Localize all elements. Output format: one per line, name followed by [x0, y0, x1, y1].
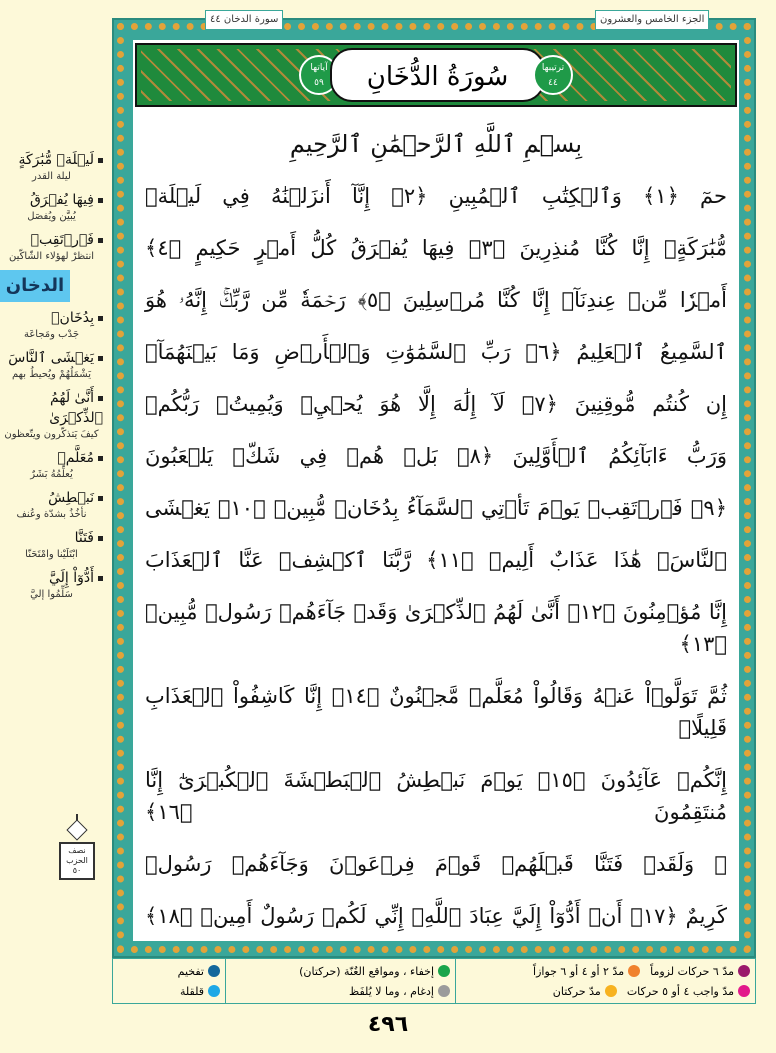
glossary-meaning: كيفَ يَتذكّرون ويتّعظون	[4, 429, 99, 440]
glossary-item	[0, 568, 106, 602]
hizb-marker-label: نصف الحزب ٥٠	[59, 842, 95, 880]
verse-line: ٱلنَّاسَۖ هَٰذَا عَذَابٌ أَلِيمٞ ﴿١١﴾ رَّبَّنَا ٱكۡشِفۡ عَنَّا ٱلۡعَذَابَ	[145, 548, 727, 572]
glossary-word: يَغۡشَى ٱلنَّاسَ	[0, 348, 103, 368]
surah-tab: سورة الدخان ٤٤	[205, 10, 283, 30]
glossary-word: بِدُخَانٖ	[0, 308, 103, 328]
bullet-icon	[98, 356, 103, 361]
verse-line: مُّبَٰرَكَةٍۚ إِنَّا كُنَّا مُنذِرِينَ ﴿٣﴾ فِيهَا يُفۡرَقُ كُلُّ أَمۡرٍ حَكِيمٍ ﴿٤﴾	[145, 236, 727, 260]
color-dot-icon	[738, 965, 750, 977]
glossary-item	[0, 150, 106, 184]
glossary-item	[0, 348, 106, 382]
color-dot-icon	[208, 985, 220, 997]
legend-item: تفخيم	[118, 965, 220, 978]
bullet-icon	[98, 496, 103, 501]
glossary-item	[0, 488, 106, 522]
glossary-meaning: يَشْمَلُهُمْ ويُحيطُ بهم	[11, 369, 92, 380]
glossary-word: لَيۡلَةٖ مُّبَٰرَكَةٍ	[0, 150, 103, 170]
color-dot-icon	[605, 985, 617, 997]
color-dot-icon	[438, 965, 450, 977]
hizb-ornament-icon	[62, 814, 92, 842]
color-dot-icon	[738, 985, 750, 997]
surah-name-tab[interactable]: الدخان	[0, 270, 70, 302]
surah-header	[135, 43, 737, 107]
color-dot-icon	[438, 985, 450, 997]
glossary-meaning: يُبيَّن ويُفصَل	[27, 211, 76, 222]
legend-item: مدّ واجب ٤ أو ٥ حركات	[627, 985, 750, 998]
glossary-word: أَدُّوٓاْ إِلَيَّ	[0, 568, 103, 588]
tajweed-legend	[112, 958, 756, 1004]
bullet-icon	[98, 316, 103, 321]
glossary-meaning: سَلِّمُوا إليَّ	[30, 589, 73, 600]
bullet-icon	[98, 576, 103, 581]
glossary-meaning: ابْتَلَيْنا وامْتَحَنّا	[25, 549, 78, 560]
verse-lines	[145, 180, 727, 932]
verses-count-medal: آياتها ٥٩	[299, 55, 339, 95]
verse-line: إِن كُنتُم مُّوقِنِينَ ﴿٧﴾ لَآ إِلَٰهَ إِلَّا هُوَ يُحۡيِۦ وَيُمِيتُۖ رَبُّكُمۡ	[145, 392, 727, 416]
verse-line: ٱلسَّمِيعُ ٱلۡعَلِيمُ ﴿٦﴾ رَبِّ ٱلسَّمَٰوَٰتِ وَٱلۡأَرۡضِ وَمَا بَيۡنَهُمَآۖ	[145, 340, 727, 364]
hizb-marker	[58, 814, 96, 880]
verse-line: ثُمَّ تَوَلَّوۡاْ عَنۡهُ وَقَالُواْ مُعَلَّمٞ مَّجۡنُونٌ ﴿١٤﴾ إِنَّا كَاشِفُواْ ٱلۡعَذَابِ قَلِيلًاۚ	[145, 684, 727, 740]
glossary-item	[0, 528, 106, 562]
legend-item: إدغام ، وما لا يُلفَظ	[231, 985, 450, 998]
bullet-icon	[98, 536, 103, 541]
bullet-icon	[98, 158, 103, 163]
bullet-icon	[98, 456, 103, 461]
color-dot-icon	[628, 965, 640, 977]
verse-line: ۞ وَلَقَدۡ فَتَنَّا قَبۡلَهُمۡ قَوۡمَ فِرۡعَوۡنَ وَجَآءَهُمۡ رَسُولٞ	[145, 852, 727, 876]
glossary-item	[0, 388, 106, 442]
legend-item: إخفاء ، ومواقع الغُنّة (حركتان)	[231, 965, 450, 978]
legend-item: مدّ حركتان	[553, 985, 617, 998]
glossary-sidebar	[0, 150, 106, 880]
bullet-icon	[98, 238, 103, 243]
color-dot-icon	[208, 965, 220, 977]
legend-item: مدّ ٦ حركات لزوماً	[650, 965, 750, 978]
surah-title: سُورَةُ الدُّخَانِ	[330, 48, 545, 102]
glossary-meaning: جَدْب ومَجاعَة	[23, 329, 80, 340]
glossary-word: نَبۡطِشُ	[0, 488, 103, 508]
bismillah: بِسۡمِ ٱللَّهِ ٱلرَّحۡمَٰنِ ٱلرَّحِيمِ	[289, 130, 583, 158]
glossary-meaning: يُعلِّمُهُ بَشَرٌ	[30, 469, 73, 480]
glossary-meaning: ليلة القدر	[32, 171, 71, 182]
page-number: ٤٩٦	[367, 1012, 409, 1037]
glossary-word: فَٱرۡتَقِبۡ	[0, 230, 103, 250]
glossary-meaning: انتظرْ لهؤلاء الشّاكّين	[8, 251, 95, 262]
verse-line: إِنَّكُمۡ عَآئِدُونَ ﴿١٥﴾ يَوۡمَ نَبۡطِشُ ٱلۡبَطۡشَةَ ٱلۡكُبۡرَىٰٓ إِنَّا مُنتَقِمُونَ ﴿١٦﴾	[145, 768, 728, 824]
verse-line: ﴿٩﴾ فَٱرۡتَقِبۡ يَوۡمَ تَأۡتِي ٱلسَّمَآءُ بِدُخَانٖ مُّبِينٖ ﴿١٠﴾ يَغۡشَى	[145, 496, 727, 520]
glossary-item	[0, 230, 106, 264]
glossary-word: فِيهَا يُفۡرَقُ	[0, 190, 103, 210]
verse-line: كَرِيمٌ ﴿١٧﴾ أَنۡ أَدُّوٓاْ إِلَيَّ عِبَادَ ٱللَّهِۖ إِنِّي لَكُمۡ رَسُولٌ أَمِينٞ ﴿١٨﴾	[145, 904, 727, 928]
verse-line: إِنَّا مُؤۡمِنُونَ ﴿١٢﴾ أَنَّىٰ لَهُمُ ٱلذِّكۡرَىٰ وَقَدۡ جَآءَهُمۡ رَسُولٞ مُّبِينٞ ﴿١٣﴾	[145, 600, 727, 656]
verse-line: وَرَبُّ ءَابَآئِكُمُ ٱلۡأَوَّلِينَ ﴿٨﴾ بَلۡ هُمۡ فِي شَكّٖ يَلۡعَبُونَ	[145, 444, 727, 468]
glossary-item	[0, 448, 106, 482]
glossary-word: أَنَّىٰ لَهُمُ ٱلذِّكۡرَىٰ	[49, 390, 103, 426]
surah-order-medal: ترتيبها ٤٤	[533, 55, 573, 95]
verse-line: أَمۡرٗا مِّنۡ عِندِنَآۚ إِنَّا كُنَّا مُرۡسِلِينَ ﴿٥﴾ رَحۡمَةٗ مِّن رَّبِّكَۚ إِنَّهُۥ هُوَ	[145, 288, 727, 312]
bullet-icon	[98, 198, 103, 203]
juz-tab: الجزء الخامس والعشرون	[595, 10, 709, 30]
legend-item: قلقلة	[118, 985, 220, 998]
bullet-icon	[98, 396, 103, 401]
glossary-meaning: نأخُذُ بشدّة وعُنف	[16, 509, 87, 520]
glossary-item	[0, 190, 106, 224]
verse-line: حمٓ ﴿١﴾ وَٱلۡكِتَٰبِ ٱلۡمُبِينِ ﴿٢﴾ إِنَّآ أَنزَلۡنَٰهُ فِي لَيۡلَةٖ	[145, 184, 727, 208]
glossary-word: مُعَلَّمٞ	[0, 448, 103, 468]
legend-item: مدّ ٢ أو ٤ أو ٦ جوازاً	[533, 965, 640, 978]
glossary-item	[0, 308, 106, 342]
glossary-word: فَتَنَّا	[0, 528, 103, 548]
